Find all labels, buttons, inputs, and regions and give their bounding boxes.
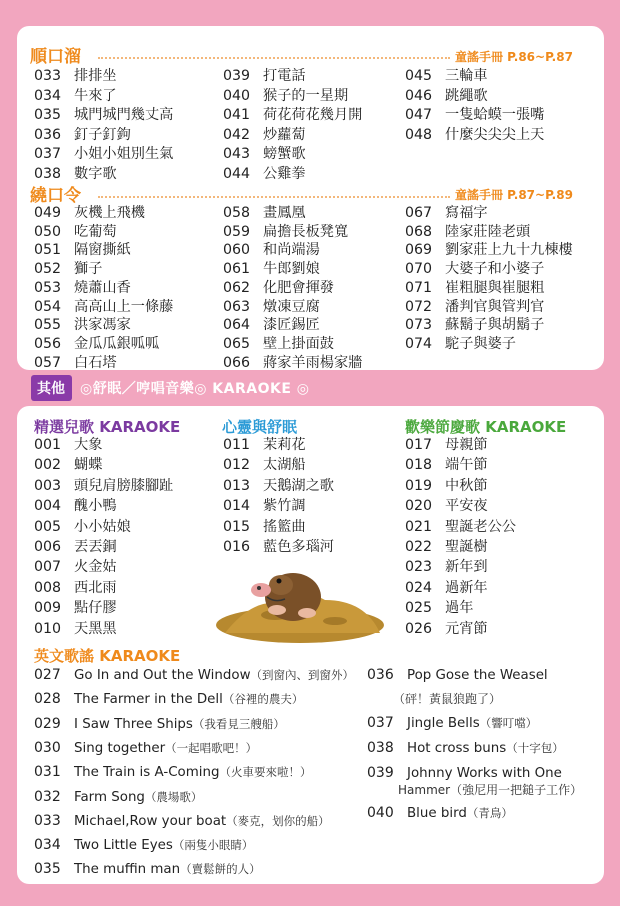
item-translation: （谷裡的農夫） (222, 692, 304, 707)
item-number: 035 (34, 107, 62, 124)
item-title: 劉家莊上九十九棟樓 (445, 242, 573, 259)
item-number: 020 (405, 498, 433, 515)
item-title: Michael,Row your boat (74, 813, 227, 829)
item-title: 一隻蛤蟆一張嘴 (445, 107, 545, 124)
item-number: 014 (223, 498, 251, 515)
list-item (405, 455, 488, 475)
item-title: 蘇鬍子與胡鬍子 (445, 317, 545, 334)
item-title: 聖誕老公公 (445, 518, 516, 535)
list-item (34, 788, 202, 807)
item-title: 過新年 (445, 579, 488, 596)
item-title: The Farmer in the Dell (74, 692, 223, 708)
list-item (405, 278, 544, 298)
item-title: Sing together (74, 740, 166, 756)
list-item (34, 222, 117, 242)
item-number: 031 (34, 764, 61, 781)
section-ref-shun: 童謠手冊 P.86~P.87 (455, 50, 573, 64)
list-item (34, 496, 117, 516)
item-title: 蔣家羊雨楊家牆 (263, 354, 363, 371)
item-number: 071 (405, 279, 433, 296)
list-item (223, 66, 306, 86)
item-number: 061 (223, 261, 251, 278)
dotted-rule (98, 57, 450, 59)
item-title: 端午節 (445, 457, 488, 474)
item-title: 荷花荷花幾月開 (263, 107, 363, 124)
list-item (405, 578, 488, 598)
item-number: 073 (405, 317, 433, 334)
item-title: 大象 (74, 437, 103, 453)
item-number: 037 (367, 715, 394, 731)
list-item (405, 496, 488, 516)
item-number: 067 (405, 205, 433, 221)
item-number: 055 (34, 317, 62, 334)
list-item (34, 164, 117, 184)
item-title: 藍色多瑙河 (263, 539, 334, 555)
item-title: I Saw Three Ships (74, 716, 193, 732)
item-title: 跳繩歌 (445, 87, 488, 104)
item-title: 高高山上一條藤 (74, 298, 174, 315)
item-title: 炒蘿蔔 (263, 126, 306, 143)
item-translation: （青鳥） (466, 806, 513, 820)
item-number: 026 (405, 620, 433, 637)
list-item (405, 334, 516, 354)
list-item (223, 259, 320, 279)
column-heading-sleep: 心靈與舒眠 (222, 418, 298, 436)
item-number: 036 (34, 126, 62, 143)
item-title: 天黑黑 (74, 620, 117, 637)
list-item (223, 315, 320, 335)
list-item (223, 455, 306, 475)
item-number: 064 (223, 317, 251, 334)
item-translation: （響叮噹） (479, 716, 538, 730)
item-number: 039 (223, 68, 251, 84)
item-title: 數字歌 (74, 166, 117, 182)
list-item (34, 537, 117, 557)
item-number: 040 (223, 87, 251, 104)
item-title: 什麼尖尖尖上天 (445, 126, 545, 143)
item-number: 024 (405, 579, 433, 596)
list-item (405, 557, 488, 577)
list-item (34, 598, 117, 618)
item-title: 金瓜瓜銀呱呱 (74, 335, 160, 352)
item-number: 053 (34, 279, 62, 296)
item-number: 035 (34, 861, 61, 878)
list-item (223, 278, 334, 298)
item-number: 058 (223, 205, 251, 221)
item-number: 059 (223, 223, 251, 240)
item-number: 045 (405, 68, 433, 84)
item-number: 007 (34, 559, 62, 576)
list-item (34, 315, 131, 335)
item-number: 002 (34, 457, 62, 474)
item-title: 打電話 (263, 68, 306, 84)
item-number: 051 (34, 242, 62, 259)
list-item (405, 476, 488, 496)
list-item (223, 144, 306, 164)
list-item (223, 537, 334, 557)
list-item (34, 836, 253, 855)
item-translation: （我看見三艘船） (192, 716, 285, 731)
item-translation: （一起唱歌吧！） (165, 740, 258, 755)
list-item (367, 666, 548, 685)
list-item (223, 125, 306, 145)
list-item (405, 259, 544, 279)
item-title: 螃蟹歌 (263, 146, 306, 163)
list-item (405, 598, 473, 618)
item-number: 068 (405, 223, 433, 240)
item-number: 004 (34, 498, 62, 515)
list-item (34, 66, 117, 86)
list-item (34, 259, 102, 279)
item-number: 070 (405, 261, 433, 278)
item-translation: Hammer（強尼用一把鎚子工作） (398, 783, 583, 797)
section-title-rao: 繞口令 (30, 186, 81, 206)
item-title: 城門城門幾丈高 (74, 107, 174, 124)
item-title: 潘判官與管判官 (445, 298, 545, 315)
list-item (34, 763, 312, 782)
list-item (34, 278, 131, 298)
item-translation: （砰！黃鼠狼跑了） (393, 692, 502, 706)
list-item (367, 804, 513, 823)
item-title: Johnny Works with One (407, 766, 562, 781)
list-item (34, 353, 117, 373)
item-title: 隔窗撕紙 (74, 242, 131, 259)
list-item (405, 517, 516, 537)
item-number: 038 (367, 740, 394, 756)
list-item (405, 222, 530, 242)
item-title: Jingle Bells (407, 716, 480, 731)
list-item (223, 240, 320, 260)
item-number: 034 (34, 87, 62, 104)
item-number: 049 (34, 205, 62, 221)
list-item (34, 334, 159, 354)
item-title: 太湖船 (263, 457, 306, 474)
list-item (223, 435, 306, 455)
list-item (223, 164, 306, 184)
list-item (405, 125, 544, 145)
item-number: 013 (223, 477, 251, 494)
item-number: 047 (405, 107, 433, 124)
list-item (223, 297, 320, 317)
item-title: 燉凍豆腐 (263, 298, 320, 315)
item-title: 陸家莊陸老頭 (445, 223, 531, 240)
item-title: 紫竹調 (263, 498, 306, 515)
list-item (223, 86, 348, 106)
item-title: 新年到 (445, 559, 488, 576)
item-number: 006 (34, 539, 62, 555)
item-title: 火金姑 (74, 559, 117, 576)
item-title: 洪家馮家 (74, 317, 131, 334)
item-number: 008 (34, 579, 62, 596)
item-title: The muffin man (74, 862, 181, 878)
item-title: 中秋節 (445, 477, 488, 494)
item-number: 038 (34, 166, 62, 182)
item-translation: （到窗內、到窗外） (250, 668, 355, 682)
list-item (34, 144, 173, 164)
item-title: 和尚端湯 (263, 242, 320, 259)
item-number: 050 (34, 223, 62, 240)
item-number: 017 (405, 437, 433, 453)
item-title: 聖誕樹 (445, 539, 488, 555)
list-item (34, 715, 285, 734)
item-number: 029 (34, 715, 61, 732)
item-number: 033 (34, 812, 61, 829)
item-title: 蝴蝶 (74, 457, 103, 474)
dotted-rule (98, 196, 450, 198)
item-number: 001 (34, 437, 62, 453)
item-number: 028 (34, 691, 61, 708)
item-number: 042 (223, 126, 251, 143)
item-title: 天鵝湖之歌 (263, 477, 334, 494)
list-item (34, 517, 131, 537)
item-number: 027 (34, 667, 61, 683)
item-number: 022 (405, 539, 433, 555)
list-item (34, 619, 117, 639)
section-ref-rao: 童謠手冊 P.87~P.89 (455, 188, 573, 202)
item-number: 040 (367, 805, 394, 821)
item-number: 052 (34, 261, 62, 278)
item-number: 015 (223, 518, 251, 535)
item-translation: （十字包） (506, 741, 564, 755)
list-item (34, 86, 117, 106)
mole-icon (215, 555, 385, 645)
item-title: Two Little Eyes (74, 838, 173, 854)
item-title: 西北雨 (74, 579, 117, 596)
column-heading-kids: 精選兒歌 KARAOKE (34, 418, 181, 436)
item-number: 072 (405, 298, 433, 315)
item-title: 過年 (445, 600, 474, 617)
column-heading-english: 英文歌謠 KARAOKE (34, 647, 181, 665)
item-title: 崔粗腿與崔腿粗 (445, 279, 545, 296)
column-heading-festival: 歡樂節慶歌 KARAOKE (405, 418, 567, 436)
item-title: 牛郎劉娘 (263, 261, 320, 278)
item-title: 平安夜 (445, 498, 488, 515)
item-translation: （兩隻小眼睛） (172, 838, 254, 853)
list-item (223, 476, 334, 496)
item-title: 公雞拳 (263, 166, 306, 182)
list-item (223, 203, 306, 223)
list-item (405, 105, 544, 125)
list-item (405, 66, 488, 86)
item-number: 063 (223, 298, 251, 315)
item-title: 釘子釘鉤 (74, 126, 131, 143)
item-title: 小姐小姐別生氣 (74, 146, 174, 163)
item-title: 畫鳳凰 (263, 205, 306, 221)
list-item (405, 297, 544, 317)
list-item (367, 714, 537, 733)
item-title: 大婆子和小婆子 (445, 261, 545, 278)
item-number: 060 (223, 242, 251, 259)
item-number: 056 (34, 335, 62, 352)
other-badge: 其他 (31, 375, 72, 401)
item-title: 扁擔長板凳寬 (263, 223, 349, 240)
item-title: 燒蕭山香 (74, 279, 131, 296)
list-item (223, 353, 362, 373)
item-number: 019 (405, 477, 433, 494)
item-translation: （賣鬆餅的人） (180, 862, 261, 877)
item-number: 048 (405, 126, 433, 143)
item-title: Pop Gose the Weasel (407, 668, 548, 683)
item-title: 搖籃曲 (263, 518, 306, 535)
item-title: 白石塔 (74, 354, 117, 371)
item-title: 醜小鴨 (74, 498, 117, 515)
item-title: 丟丟銅 (74, 539, 117, 555)
item-number: 074 (405, 335, 433, 352)
item-number: 041 (223, 107, 251, 124)
item-number: 039 (367, 765, 394, 781)
item-title: 小小姑娘 (74, 518, 131, 535)
item-title: 茉莉花 (263, 437, 306, 453)
list-item (367, 739, 564, 758)
item-number: 016 (223, 539, 251, 555)
item-translation: （火車要來啦！） (219, 765, 312, 780)
item-number: 054 (34, 298, 62, 315)
list-item (405, 203, 488, 223)
list-item (34, 860, 261, 879)
item-title: 三輪車 (445, 68, 488, 84)
item-number: 025 (405, 600, 433, 617)
item-title: 化肥會揮發 (263, 279, 334, 296)
list-item (34, 739, 257, 758)
list-item (405, 537, 488, 557)
list-item (223, 222, 348, 242)
list-item (405, 315, 544, 335)
item-title: Farm Song (74, 789, 145, 805)
item-number: 012 (223, 457, 251, 474)
item-number: 036 (367, 667, 394, 683)
item-title: Hot cross buns (407, 741, 507, 756)
item-number: 062 (223, 279, 251, 296)
item-number: 003 (34, 477, 62, 494)
item-title: Blue bird (407, 806, 467, 821)
list-item (34, 435, 102, 455)
list-item (223, 517, 306, 537)
list-item (34, 125, 131, 145)
list-item (405, 240, 573, 260)
item-title: 排排坐 (74, 68, 117, 84)
item-number: 046 (405, 87, 433, 104)
item-title: 吃葡萄 (74, 223, 117, 240)
item-title: 點仔膠 (74, 600, 117, 617)
list-item (405, 86, 488, 106)
item-title: 牛來了 (74, 87, 117, 104)
list-item (405, 619, 488, 639)
list-item (223, 496, 306, 516)
item-title: Go In and Out the Window (74, 668, 251, 683)
item-translation: （農場歌） (144, 789, 203, 804)
item-number: 033 (34, 68, 62, 84)
item-number: 009 (34, 600, 62, 617)
item-title: 壁上掛面鼓 (263, 335, 334, 352)
other-strip-text: ◎舒眠／哼唱音樂◎ KARAOKE ◎ (80, 381, 310, 397)
list-item (34, 812, 330, 831)
list-item (223, 334, 334, 354)
list-item (34, 666, 354, 685)
item-translation: （麥克，划你的船） (226, 813, 330, 828)
other-strip (17, 374, 604, 402)
item-number: 010 (34, 620, 62, 637)
item-number: 065 (223, 335, 251, 352)
item-title: 母親節 (445, 437, 488, 453)
item-title: 灰機上飛機 (74, 205, 145, 221)
list-item (34, 240, 131, 260)
list-item (34, 476, 173, 496)
list-item (34, 455, 102, 475)
item-number: 034 (34, 837, 61, 854)
item-title: 猴子的一星期 (263, 87, 349, 104)
list-item (34, 578, 117, 598)
item-number: 057 (34, 354, 62, 371)
item-title: The Train is A-Coming (74, 765, 220, 781)
list-item (34, 203, 145, 223)
item-number: 066 (223, 354, 251, 371)
list-item (34, 557, 117, 577)
item-title: 獅子 (74, 261, 103, 278)
item-title: 頭兒肩膀膝腳趾 (74, 477, 174, 494)
item-number: 021 (405, 518, 433, 535)
item-number: 030 (34, 739, 61, 756)
list-item (34, 297, 173, 317)
item-number: 032 (34, 788, 61, 805)
item-title: 漆匠錫匠 (263, 317, 320, 334)
item-number: 069 (405, 242, 433, 259)
item-title: 駝子與婆子 (445, 335, 516, 352)
item-number: 018 (405, 457, 433, 474)
item-number: 044 (223, 166, 251, 182)
item-title: 寫福字 (445, 205, 488, 221)
item-number: 011 (223, 437, 251, 453)
list-item (223, 105, 362, 125)
list-item (405, 435, 488, 455)
item-number: 037 (34, 146, 62, 163)
item-number: 005 (34, 518, 62, 535)
section-title-shun: 順口溜 (30, 47, 81, 67)
item-number: 023 (405, 559, 433, 576)
list-item (34, 690, 303, 709)
list-item (34, 105, 173, 125)
item-title: 元宵節 (445, 620, 488, 637)
item-number: 043 (223, 146, 251, 163)
